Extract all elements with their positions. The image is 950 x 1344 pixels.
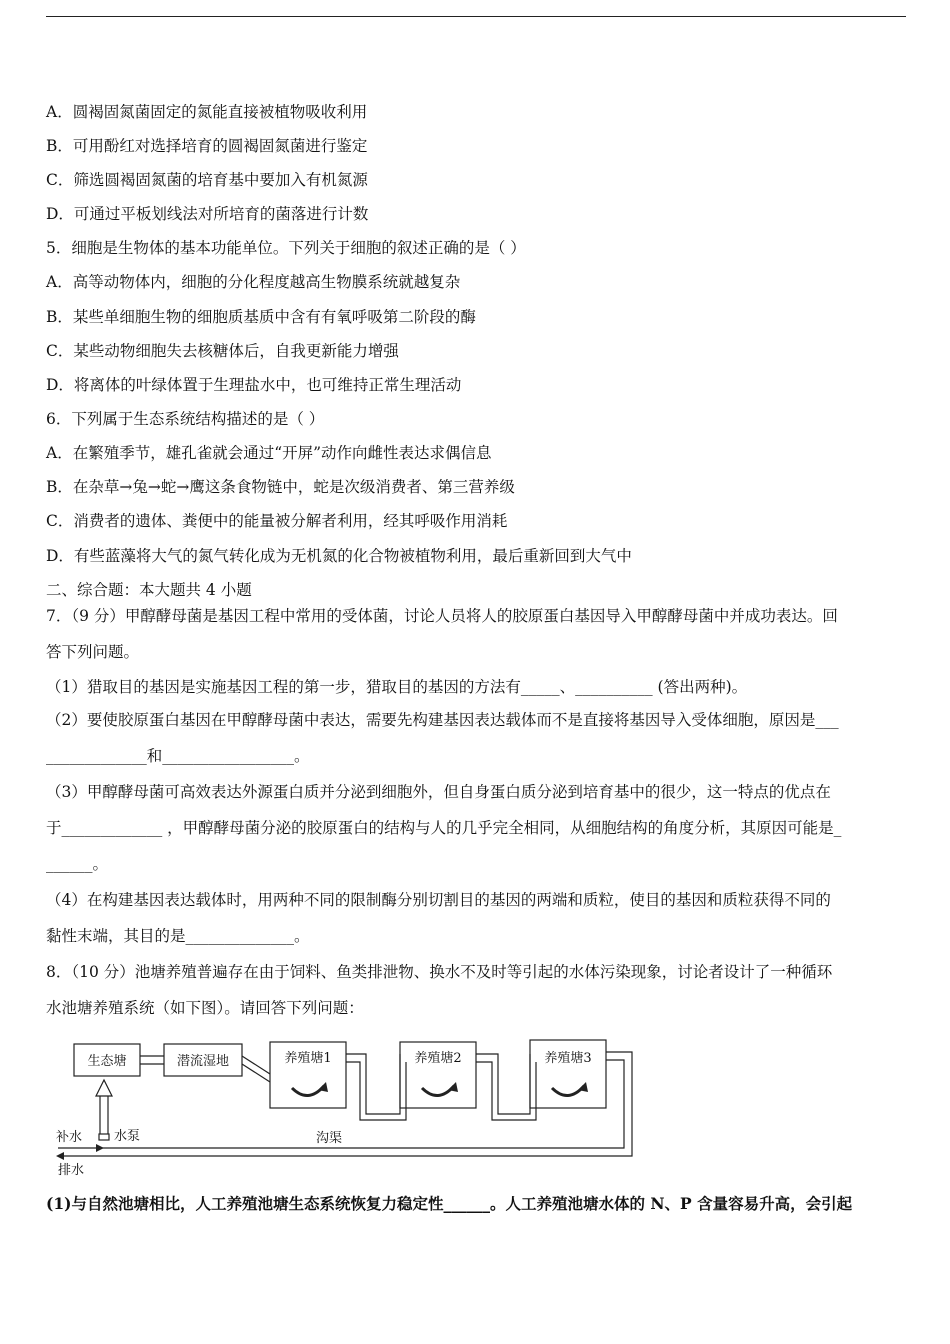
pump-icon (99, 1134, 109, 1140)
q6-option-b: B．在杂草→兔→蛇→鹰这条食物链中，蛇是次级消费者、第三营养级 (46, 478, 515, 496)
pond-3-label: 养殖塘3 (544, 1051, 592, 1066)
wetland-label: 潜流湿地 (176, 1054, 230, 1069)
q4-option-c: C．筛选圆褐固氮菌的培育基中要加入有机氮源 (46, 171, 368, 189)
q5-option-c: C．某些动物细胞失去核糖体后，自我更新能力增强 (46, 342, 399, 360)
q5-option-b: B．某些单细胞生物的细胞质基质中含有有氧呼吸第二阶段的酶 (46, 308, 476, 326)
section-heading: 二、综合题：本大题共 4 小题 (46, 581, 252, 599)
q4-option-b: B．可用酚红对选择培育的圆褐固氮菌进行鉴定 (46, 137, 368, 155)
q7-line-10: 黏性末端，其目的是______________。 (46, 927, 310, 945)
pond-1-label: 养殖塘1 (284, 1051, 332, 1066)
q7-line-5: _____________和_________________。 (46, 747, 310, 765)
q7-line-7: 于_____________ ，甲醇酵母菌分泌的胶原蛋白的结构与人的几乎完全相同，从细胞结构的角度分析，其原因可能是_ (46, 819, 842, 837)
q7-line-4: （2）要使胶原蛋白基因在甲醇酵母菌中表达，需要先构建基因表达载体而不是直接将基因导入受体细胞，原因是___ (46, 711, 839, 729)
q7-line-9: （4）在构建基因表达载体时，用两种不同的限制酶分别切割目的基因的两端和质粒，使目的基因和质粒获得不同的 (46, 891, 831, 909)
q7-line-1: 7．（9 分）甲醇酵母菌是基因工程中常用的受体菌，讨论人员将人的胶原蛋白基因导入甲醇酵母菌中并成功表达。回 (46, 607, 838, 625)
fish-icon (552, 1082, 588, 1096)
outflow-arrow-icon (56, 1152, 64, 1160)
fish-icon (292, 1082, 328, 1096)
q6-stem: 6．下列属于生态系统结构描述的是（ ） (46, 410, 325, 428)
q6-option-d: D．有些蓝藻将大气的氮气转化成为无机氮的化合物被植物利用，最后重新回到大气中 (46, 547, 632, 565)
header-rule (46, 16, 906, 17)
q6-option-a: A．在繁殖季节，雄孔雀就会通过“开屏”动作向雌性表达求偶信息 (46, 444, 492, 462)
q5-option-d: D．将离体的叶绿体置于生理盐水中，也可维持正常生理活动 (46, 376, 462, 394)
fish-icon (422, 1082, 458, 1096)
q8-line-3: (1)与自然池塘相比，人工养殖池塘生态系统恢复力稳定性______。人工养殖池塘水体的 N、P 含量容易升高，会引起 (46, 1194, 853, 1213)
inflow-arrow-icon (96, 1144, 104, 1152)
add-water-label: 补水 (56, 1130, 83, 1145)
q7-line-8: ______。 (46, 855, 109, 873)
pond-system-diagram (46, 1030, 646, 1180)
q4-option-a: A．圆褐固氮菌固定的氮能直接被植物吸收利用 (46, 103, 368, 121)
q5-stem: 5．细胞是生物体的基本功能单位。下列关于细胞的叙述正确的是（ ） (46, 239, 526, 257)
drain-label: 排水 (58, 1163, 85, 1178)
pond-2-label: 养殖塘2 (414, 1051, 462, 1066)
q8-line-1: 8．（10 分）池塘养殖普遍存在由于饲料、鱼类排泄物、换水不及时等引起的水体污染现象，讨论者设计了一种循环 (46, 963, 833, 981)
q4-option-d: D．可通过平板划线法对所培育的菌落进行计数 (46, 205, 369, 223)
q8-line-2: 水池塘养殖系统（如下图）。请回答下列问题： (46, 999, 364, 1017)
q7-line-2: 答下列问题。 (46, 643, 140, 661)
channel-label: 沟渠 (316, 1131, 343, 1146)
q6-option-c: C．消费者的遗体、粪便中的能量被分解者利用，经其呼吸作用消耗 (46, 512, 508, 530)
pump-label: 水泵 (114, 1129, 141, 1144)
q7-line-3: （1）猎取目的基因是实施基因工程的第一步，猎取目的基因的方法有_____、__________ (答出两种)。 (46, 678, 748, 696)
eco-pond-label: 生态塘 (87, 1054, 127, 1069)
q7-line-6: （3）甲醇酵母菌可高效表达外源蛋白质并分泌到细胞外，但自身蛋白质分泌到培育基中的很少，这一特点的优点在 (46, 783, 831, 801)
q5-option-a: A．高等动物体内，细胞的分化程度越高生物膜系统就越复杂 (46, 273, 461, 291)
